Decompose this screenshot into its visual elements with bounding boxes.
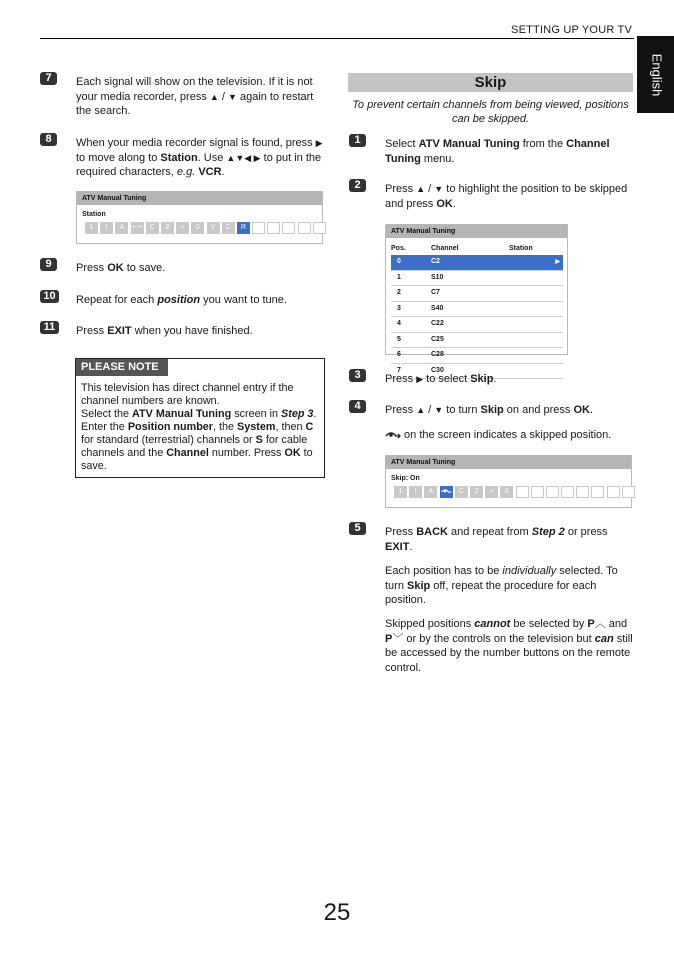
- cell-channel: C30: [431, 363, 461, 379]
- step-badge: 11: [40, 321, 59, 334]
- step-text: Press OK to save.: [76, 262, 166, 274]
- cell-pos: 5: [391, 332, 431, 348]
- character-cell: ⟷: [131, 222, 144, 234]
- table-row[interactable]: [391, 301, 563, 317]
- running-header: SETTING UP YOUR TV: [511, 24, 632, 36]
- row-arrow-icon: ▶: [555, 259, 560, 265]
- cell-channel: S40: [431, 301, 461, 317]
- step-9: [40, 258, 330, 274]
- table-row[interactable]: [391, 270, 563, 286]
- cell-pos: 6: [391, 348, 431, 364]
- character-cell: [561, 486, 574, 498]
- character-cell: C: [222, 222, 235, 234]
- step-3: [349, 369, 639, 385]
- table-row[interactable]: [391, 348, 563, 364]
- cell-channel: S10: [431, 270, 461, 286]
- note-header: PLEASE NOTE: [76, 359, 168, 376]
- chevron-up-icon: ︿: [594, 618, 606, 630]
- character-cell: [282, 222, 295, 234]
- step-5: [349, 522, 639, 674]
- character-cell: [576, 486, 589, 498]
- osd-title: ATV Manual Tuning: [386, 456, 631, 469]
- character-cell: [313, 222, 326, 234]
- character-cell: [298, 222, 311, 234]
- osd-station-screen: [76, 191, 323, 244]
- step-badge: 1: [349, 134, 366, 147]
- step-1: [349, 134, 639, 165]
- osd-title: ATV Manual Tuning: [77, 192, 322, 205]
- step-text: Press ▶ to select Skip.: [385, 373, 497, 385]
- cell-station: [461, 301, 563, 317]
- character-cell: 1: [394, 486, 407, 498]
- chevron-down-icon: ﹀: [392, 632, 404, 645]
- character-cell: I: [100, 222, 113, 234]
- character-cell: R: [237, 222, 250, 234]
- cell-channel: C25: [431, 332, 461, 348]
- language-label: English: [648, 53, 664, 96]
- right-arrow-icon: ▶: [416, 374, 424, 384]
- character-cell: [622, 486, 635, 498]
- step-text: Select ATV Manual Tuning from the Channel Tuning menu.: [385, 138, 610, 165]
- cell-channel: C7: [431, 286, 461, 302]
- header-station: Station: [509, 245, 533, 252]
- character-cell: V: [207, 222, 220, 234]
- please-note-box: [75, 358, 325, 478]
- table-row[interactable]: [391, 255, 563, 270]
- character-cell: A: [424, 486, 437, 498]
- character-cell: C: [455, 486, 468, 498]
- cell-pos: 2: [391, 286, 431, 302]
- down-arrow-icon: ▼: [227, 91, 237, 102]
- table-row[interactable]: [391, 332, 563, 348]
- character-cell: 2: [161, 222, 174, 234]
- osd-label: Station: [82, 211, 106, 218]
- cell-pos: 4: [391, 317, 431, 333]
- table-row[interactable]: [391, 286, 563, 302]
- step-7: [40, 72, 330, 117]
- skip-indicator-text: on the screen indicates a skipped position.: [385, 428, 635, 443]
- step-text: Press ▲ / ▼ to turn Skip on and press OK.: [385, 404, 594, 416]
- step-badge: 5: [349, 522, 366, 535]
- cell-station: [461, 332, 563, 348]
- character-cell: C: [146, 222, 159, 234]
- page-number: 25: [323, 899, 351, 926]
- skip-eye-icon: [441, 487, 452, 495]
- skip-eye-icon: [385, 430, 401, 439]
- osd-channel-list: [385, 224, 568, 374]
- osd-label: Skip: On: [391, 475, 420, 482]
- cell-station: [461, 286, 563, 302]
- step-2: [349, 179, 639, 210]
- cell-station: [461, 255, 563, 270]
- osd-skip-screen: [385, 455, 632, 508]
- character-cell: 0: [500, 486, 513, 498]
- character-cell: [252, 222, 265, 234]
- cell-pos: 3: [391, 301, 431, 317]
- step-8: [40, 133, 330, 178]
- cell-pos: 1: [391, 270, 431, 286]
- step-paragraph: Skipped positions cannot be selected by P︿ and P﹀ or by the controls on the television but can still be accessed by the number buttons on the remote control.: [385, 618, 633, 674]
- character-cell: 0: [191, 222, 204, 234]
- cell-station: [461, 317, 563, 333]
- table-row[interactable]: [391, 317, 563, 333]
- up-arrow-icon: ▲: [209, 91, 219, 102]
- character-cell: [546, 486, 559, 498]
- header-rule: [40, 38, 634, 39]
- cell-station: [461, 348, 563, 364]
- channel-table: [391, 255, 563, 379]
- character-cell: I: [409, 486, 422, 498]
- character-cell: A: [115, 222, 128, 234]
- character-cells: [394, 486, 637, 498]
- character-cells: [85, 222, 328, 234]
- step-badge: 8: [40, 133, 57, 146]
- step-text: Press BACK and repeat from Step 2 or press EXIT.: [385, 526, 608, 553]
- character-cell: ⌕: [485, 486, 498, 498]
- up-arrow-icon: ▲: [416, 405, 426, 415]
- cell-channel: C22: [431, 317, 461, 333]
- character-cell: [531, 486, 544, 498]
- step-paragraph: Each position has to be individually selected. To turn Skip off, repeat the procedure for each position.: [385, 565, 618, 606]
- header-pos: Pos.: [391, 245, 406, 252]
- header-channel: Channel: [431, 245, 459, 252]
- step-text: Press ▲ / ▼ to highlight the position to be skipped and press OK.: [385, 183, 628, 210]
- step-text: Each signal will show on the television. If it is not your media recorder, press ▲ / ▼ again to restart the search.: [76, 76, 314, 117]
- note-body: This television has direct channel entry if the channel numbers are known. Select the ATV Manual Tuning screen in Step 3. Enter the Position number, the System, then C for standard (terrestrial) channels or S for cable channels and the Channel number. Press OK to save.: [81, 382, 317, 472]
- character-cell: [607, 486, 620, 498]
- cell-station: [461, 270, 563, 286]
- arrows-icon: ▲▼◀ ▶: [226, 152, 261, 163]
- character-cell: 1: [85, 222, 98, 234]
- section-subtitle: To prevent certain channels from being viewed, positions can be skipped.: [352, 99, 629, 125]
- step-10: [40, 290, 330, 306]
- step-badge: 2: [349, 179, 366, 192]
- character-cell: [267, 222, 280, 234]
- step-text: Repeat for each position you want to tune.: [76, 294, 287, 306]
- character-cell: [516, 486, 529, 498]
- down-arrow-icon: ▼: [434, 405, 444, 415]
- character-cell: [440, 486, 453, 498]
- right-arrow-icon: ▶: [315, 138, 323, 148]
- step-badge: 9: [40, 258, 57, 271]
- step-text: When your media recorder signal is found, press ▶ to move along to Station. Use ▲▼◀ ▶ to put in the required characters, e.g. VCR.: [76, 137, 323, 178]
- language-tab: [637, 36, 674, 113]
- character-cell: [591, 486, 604, 498]
- step-badge: 7: [40, 72, 57, 85]
- section-title: Skip: [348, 73, 633, 92]
- step-4: [349, 400, 639, 441]
- down-arrow-icon: ▼: [434, 184, 444, 194]
- cell-channel: C2: [431, 255, 461, 270]
- step-badge: 10: [40, 290, 59, 303]
- step-badge: 3: [349, 369, 366, 382]
- osd-title: ATV Manual Tuning: [386, 225, 567, 238]
- character-cell: ⌕: [176, 222, 189, 234]
- step-badge: 4: [349, 400, 366, 413]
- cell-pos: 7: [391, 363, 431, 379]
- up-arrow-icon: ▲: [416, 184, 426, 194]
- step-11: [40, 321, 330, 337]
- step-text: Press EXIT when you have finished.: [76, 325, 253, 337]
- cell-pos: 0: [391, 255, 431, 270]
- character-cell: 2: [470, 486, 483, 498]
- cell-channel: C28: [431, 348, 461, 364]
